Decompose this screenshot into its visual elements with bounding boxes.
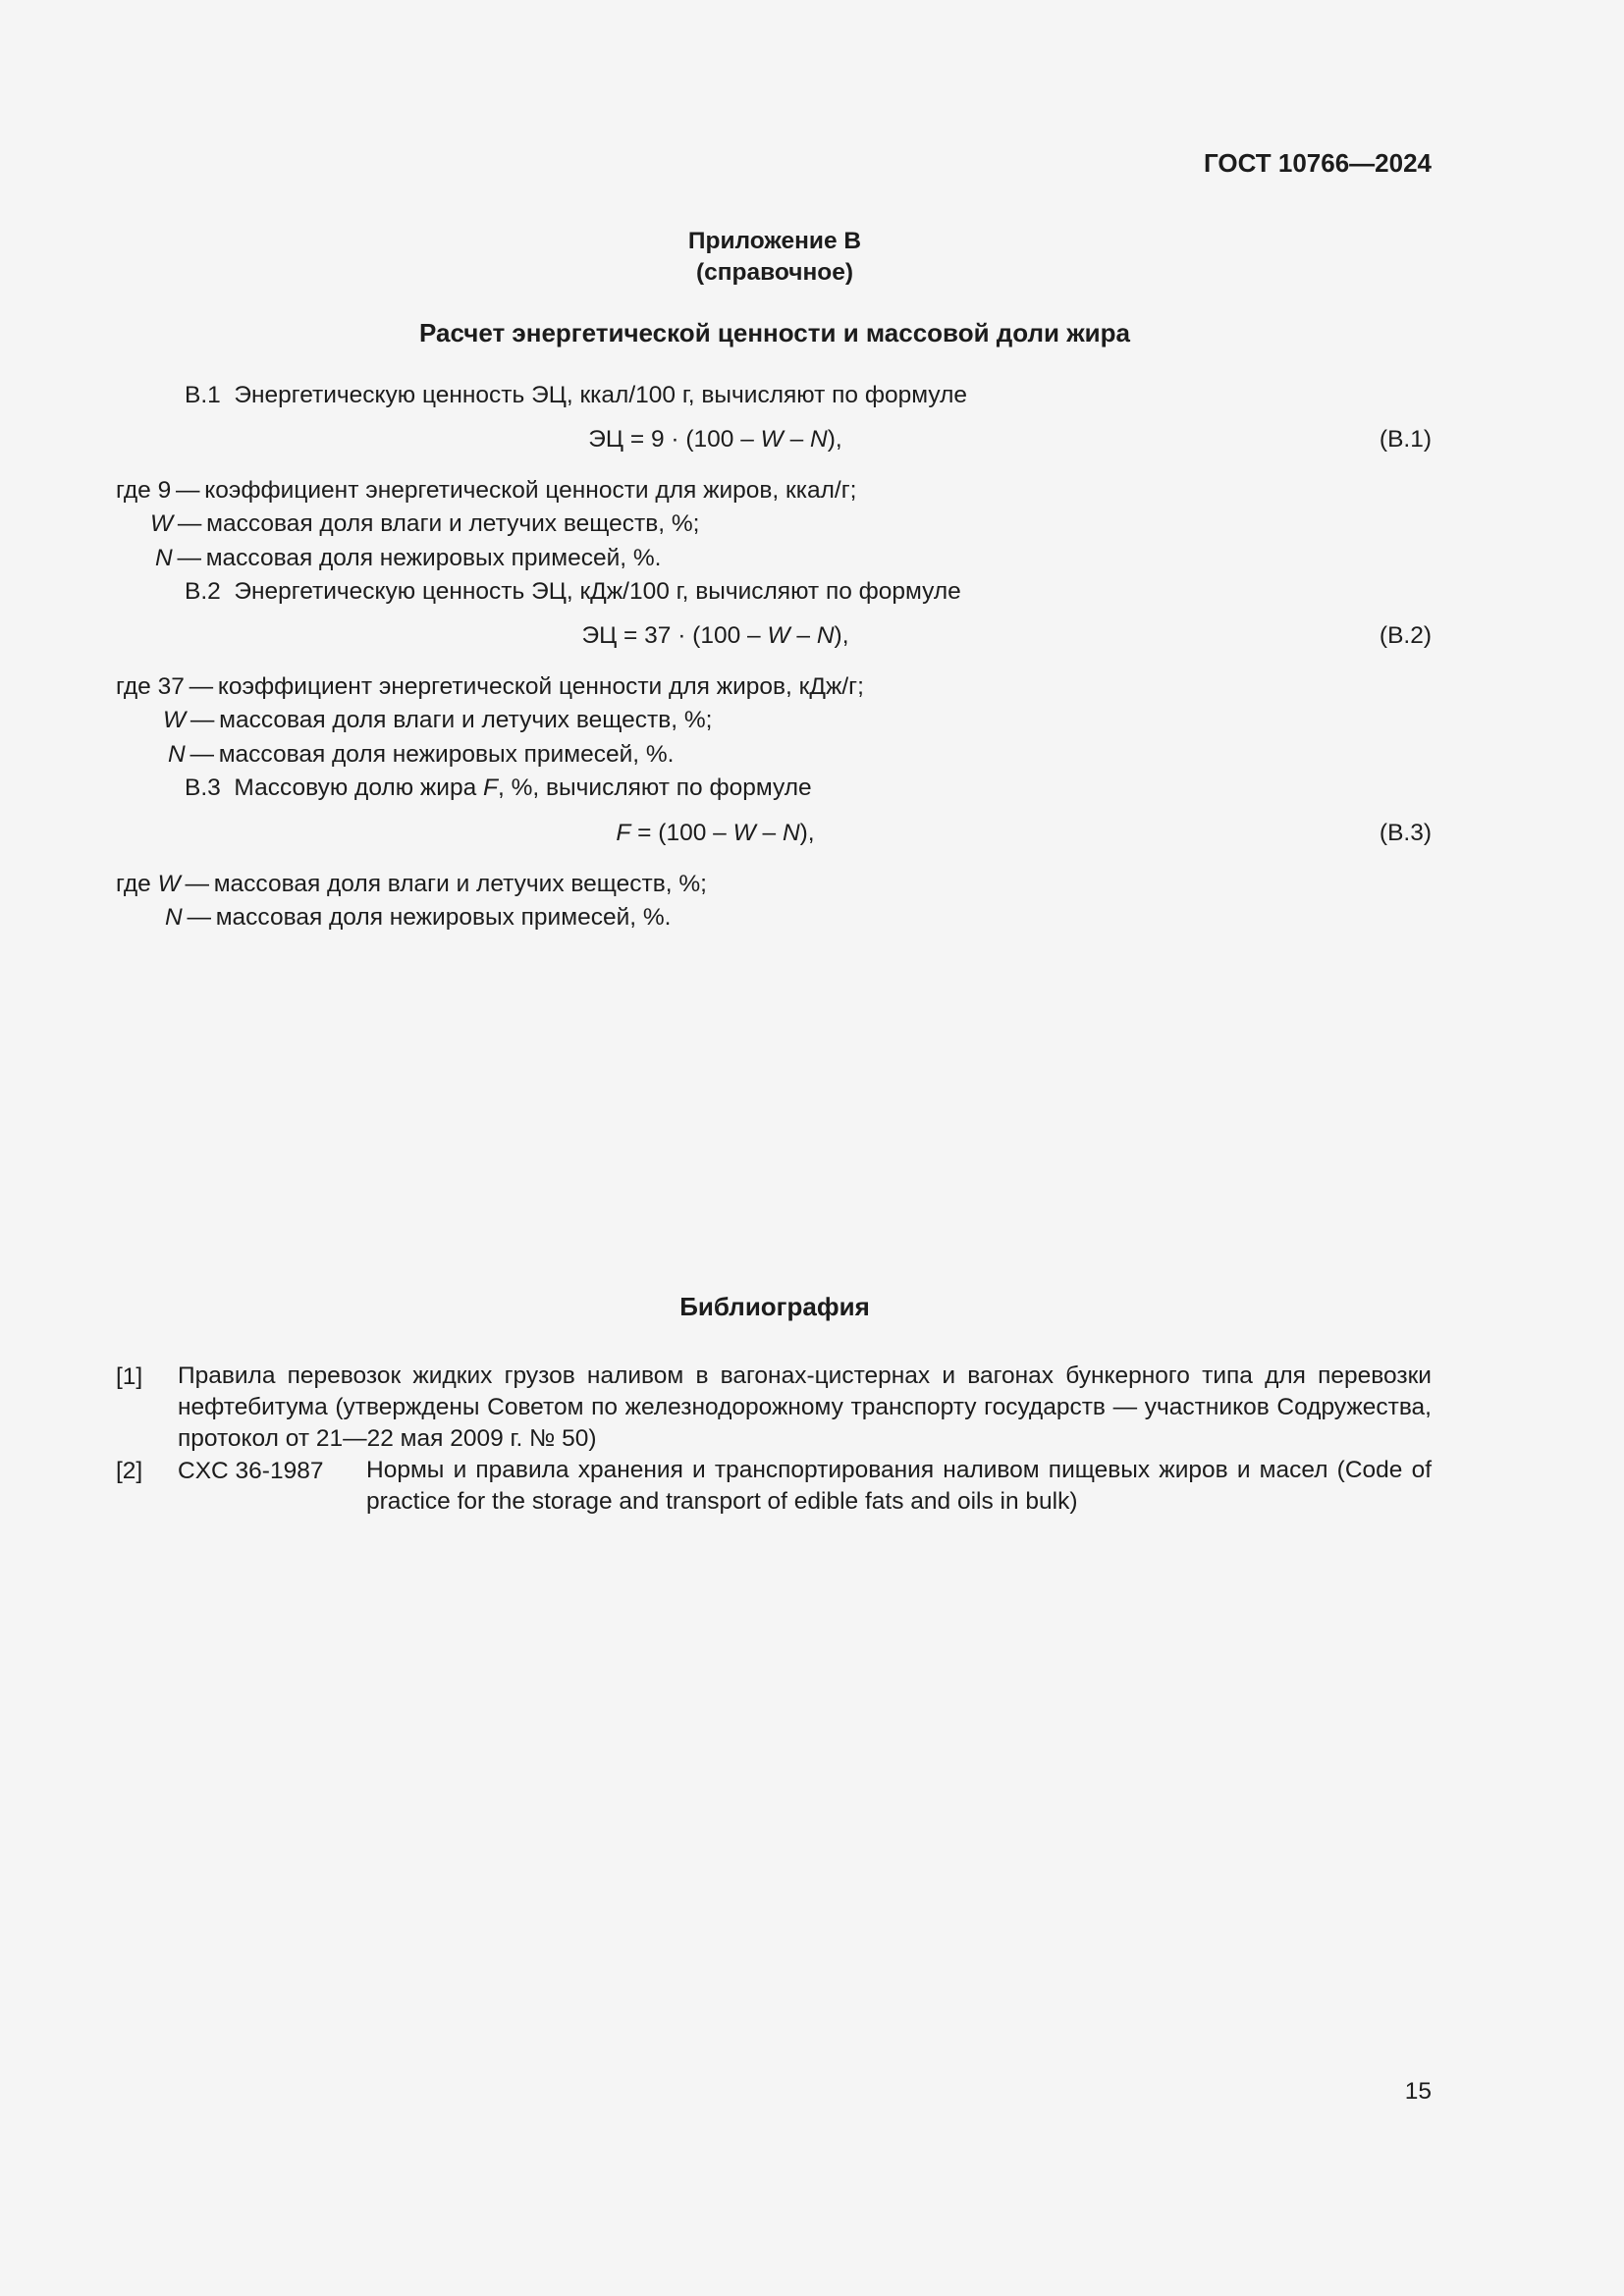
clause-number: В.3 [185, 774, 221, 801]
clause-number: В.2 [185, 578, 221, 605]
where-line: где 9 — коэффициент энергетической ценности для жиров, ккал/г; [116, 477, 857, 504]
where-line: где W — массовая доля влаги и летучих веществ, %; [116, 871, 707, 897]
bib-entry-number: [2] [116, 1458, 143, 1484]
clause-b2 [185, 575, 961, 609]
formula-number-b2: (В.2) [1379, 622, 1432, 649]
bib-entry-text: Нормы и правила хранения и транспортирования наливом пищевых жиров и масел (Code of practice for the storage and transport of edible fats and oils in bulk) [366, 1457, 1432, 1515]
clause-text: Энергетическую ценность ЭЦ, кДж/100 г, вычисляют по формуле [234, 578, 961, 605]
where-line: W — массовая доля влаги и летучих веществ, %; [163, 707, 713, 733]
document-id: ГОСТ 10766—2024 [1204, 148, 1432, 178]
bib-entry-text: Правила перевозок жидких грузов наливом в вагонах-цистернах и вагонах бункерного типа для перевозки нефтебитума (утверждены Советом по железнодорожному транспорту государств — участников Содружества, протокол от 21—22 мая 2009 г. № 50) [178, 1362, 1432, 1452]
clause-b1 [185, 379, 967, 412]
appendix-heading: Расчет энергетической ценности и массовой доли жира [418, 318, 1130, 347]
page-number: 15 [1404, 2078, 1432, 2105]
formula-b2: ЭЦ = 37 · (100 – W – N), [581, 622, 849, 649]
where-line: N — массовая доля нежировых примесей, %. [155, 545, 662, 571]
where-line: W — массовая доля влаги и летучих веществ, %; [150, 510, 700, 537]
formula-number-b3: (В.3) [1379, 820, 1432, 846]
formula-b1: ЭЦ = 9 · (100 – W – N), [588, 426, 842, 453]
where-line: N — массовая доля нежировых примесей, %. [165, 904, 672, 931]
clause-number: В.1 [185, 382, 221, 408]
appendix-title: Приложение В [687, 228, 862, 254]
formula-b3: F = (100 – W – N), [616, 820, 815, 846]
where-line: где 37 — коэффициент энергетической ценности для жиров, кДж/г; [116, 673, 864, 700]
bibliography-heading: Библиография [679, 1292, 870, 1321]
appendix-type: (справочное) [695, 259, 854, 286]
bib-entry-number: [1] [116, 1363, 143, 1390]
clause-text: Энергетическую ценность ЭЦ, ккал/100 г, вычисляют по формуле [234, 382, 967, 408]
bib-entry-code: CXC 36-1987 [178, 1458, 324, 1484]
formula-number-b1: (В.1) [1379, 426, 1432, 453]
clause-b3: В.3 Массовую долю жира F, %, вычисляют по формуле [185, 774, 812, 801]
where-line: N — массовая доля нежировых примесей, %. [168, 741, 675, 768]
